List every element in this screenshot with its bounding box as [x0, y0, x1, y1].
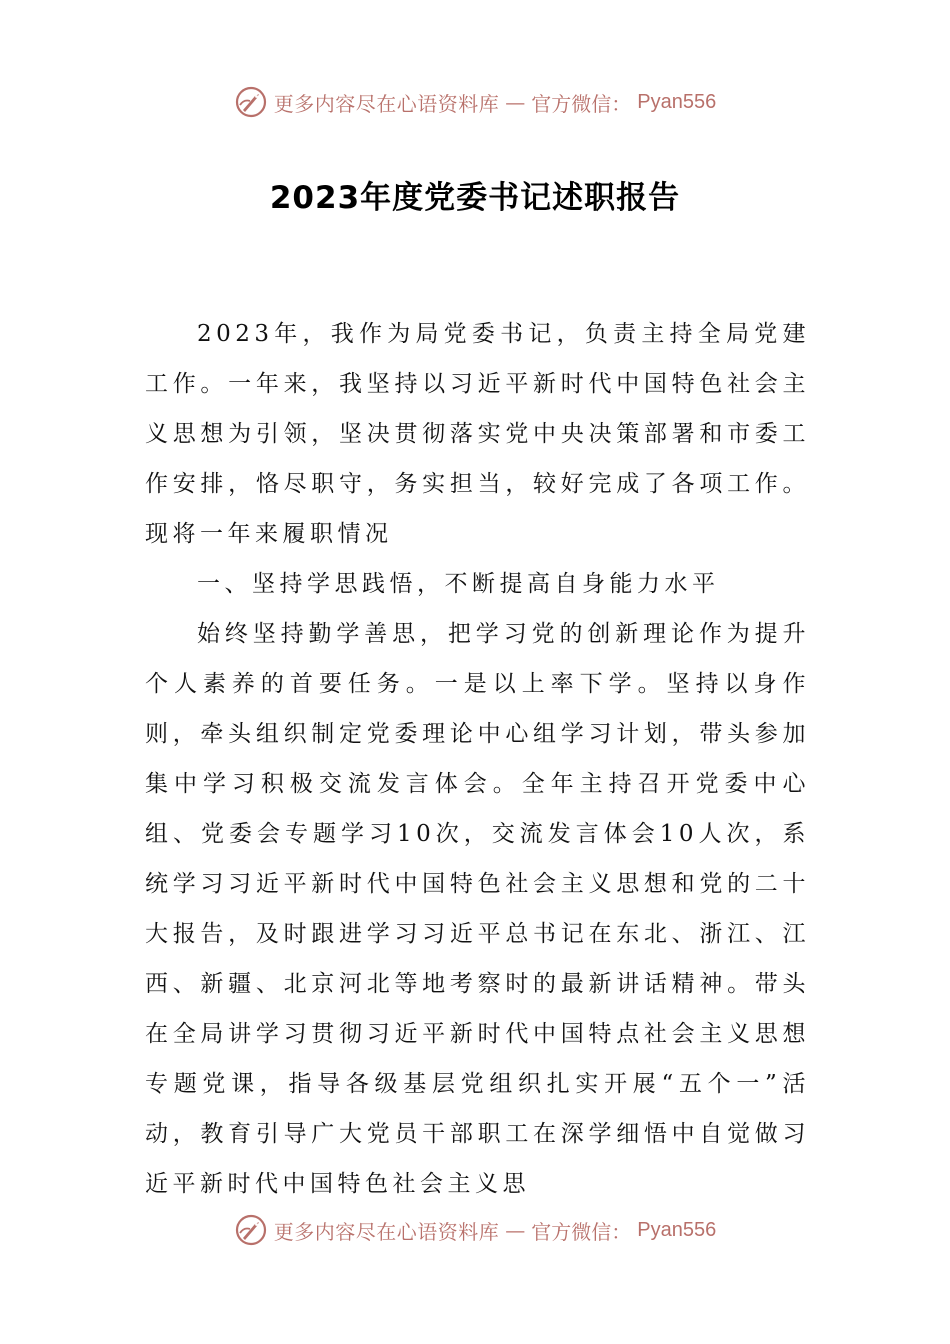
section-heading-1: 一、坚持学思践悟，不断提高自身能力水平	[197, 571, 720, 597]
watermark-contact-id: Pyan556	[637, 1218, 717, 1241]
paragraph-intro: 2023年，我作为局党委书记，负责主持全局党建工作。一年来，我坚持以习近平新时代中国特色社会主义思想为引领，坚决贯彻落实党中央决策部署和市委工作安排，恪尽职守，务实担当，较好完成了各项工作。现将一年来履职情况	[145, 321, 810, 547]
document-title: 2023年度党委书记述职报告	[269, 180, 681, 216]
watermark-contact-label: 官方微信：	[531, 91, 632, 116]
footer-watermark	[0, 1210, 950, 1250]
watermark-text: 更多内容尽在心语资料库	[273, 1219, 500, 1244]
pen-nib-icon	[234, 85, 268, 119]
watermark-text: 更多内容尽在心语资料库	[273, 91, 500, 116]
watermark-contact-id: Pyan556	[637, 90, 717, 113]
watermark-dash: —	[505, 90, 526, 114]
pen-nib-icon	[234, 1213, 268, 1247]
watermark-dash: —	[505, 1218, 526, 1242]
watermark-contact-label: 官方微信：	[531, 1219, 632, 1244]
document-body	[145, 309, 810, 1209]
header-watermark	[0, 82, 950, 122]
paragraph-study: 始终坚持勤学善思，把学习党的创新理论作为提升个人素养的首要任务。一是以上率下学。坚持以身作则，牵头组织制定党委理论中心组学习计划，带头参加集中学习积极交流发言体会。全年主持召开党委中心组、党委会专题学习10次，交流发言体会10人次，系统学习习近平新时代中国特色社会主义思想和党的二十大报告，及时跟进学习习近平总书记在东北、浙江、江西、新疆、北京河北等地考察时的最新讲话精神。带头在全局讲学习贯彻习近平新时代中国特点社会主义思想专题党课，指导各级基层党组织扎实开展“五个一”活动，教育引导广大党员干部职工在深学细悟中自觉做习近平新时代中国特色社会主义思	[145, 621, 810, 1197]
